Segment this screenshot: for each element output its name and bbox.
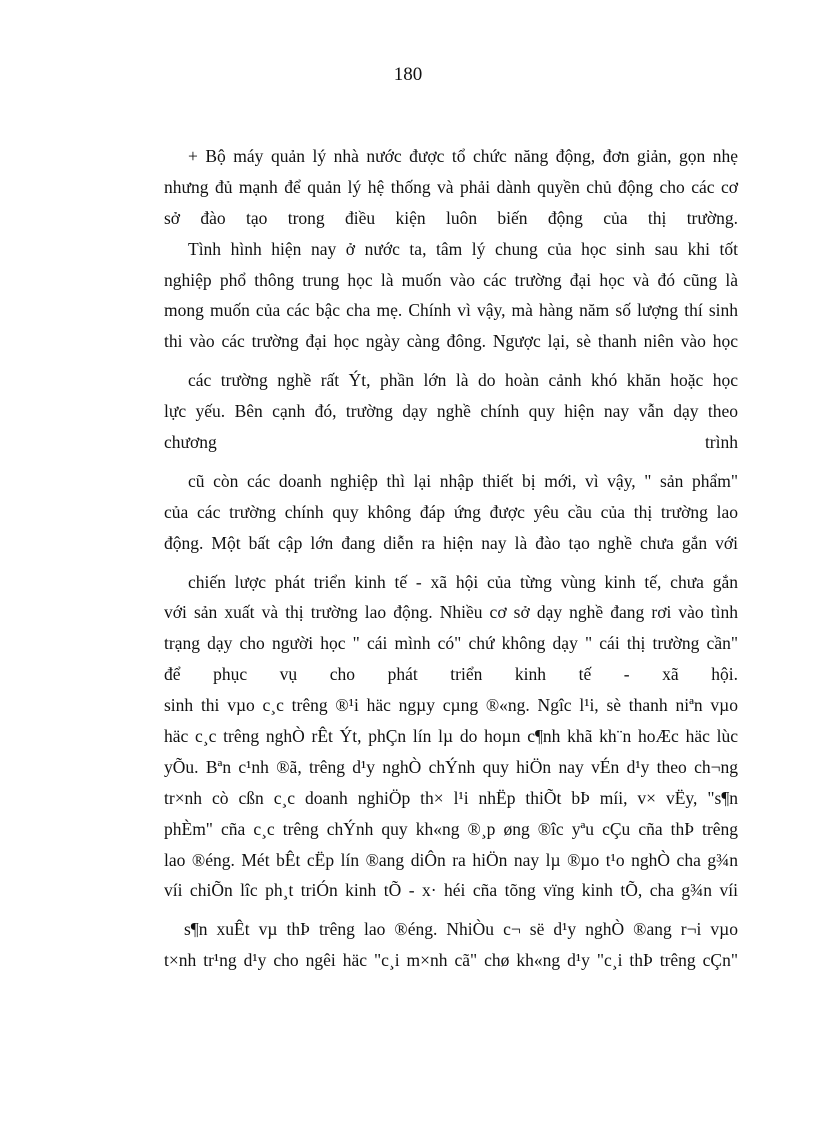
text-line: víi chiÕn lîc ph¸t triÓn kinh tÕ - x· héi cña tõng vïng kinh tÕ, cha g¾n víi (164, 880, 738, 901)
text-line: các trường nghề rất Ýt, phần lớn là do hoàn cảnh khó khăn hoặc học (188, 370, 738, 391)
text-line: thi vào các trường đại học ngày càng đông. Ngược lại, sè thanh niên vào học (164, 331, 738, 352)
text-line: + Bộ máy quản lý nhà nước được tổ chức năng động, đơn giản, gọn nhẹ (188, 146, 738, 166)
text-line: phÈm" cña c¸c trêng chÝnh quy kh«ng ®¸p øng ®îc yªu cÇu cña thÞ trêng (164, 818, 738, 839)
text-line: với sản xuất và thị trường lao động. Nhiều cơ sở dạy nghề đang rơi vào tình (164, 602, 738, 623)
text-line: để phục vụ cho phát triển kinh tế - xã hội. (164, 664, 738, 685)
text-line: nghiệp phổ thông trung học là muốn vào các trường đại học và đó cũng là (164, 269, 738, 290)
text-line: trạng dạy cho người học " cái mình có" chứ không dạy " cái thị trường cần" (164, 633, 738, 654)
text-line: chương trình (164, 432, 738, 453)
text-line: tr×nh cò cßn c¸c doanh nghiÖp th× l¹i nhËp thiÕt bÞ míi, v× vËy, "s¶n (164, 787, 738, 808)
text-line: sở đào tạo trong điều kiện luôn biến động của thị trường. (164, 207, 738, 228)
text-line: yÕu. Bªn c¹nh ®ã, trêng d¹y nghÒ chÝnh quy hiÖn nay vÉn d¹y theo ch¬ng (164, 756, 738, 777)
text-line: mong muốn của các bậc cha mẹ. Chính vì vậy, mà hàng năm số lượng thí sinh (164, 300, 738, 321)
text-line: häc c¸c trêng nghÒ rÊt Ýt, phÇn lín lµ do hoµn c¶nh khã kh¨n hoÆc häc lùc (164, 726, 738, 747)
text-line: s¶n xuÊt vµ thÞ trêng lao ®éng. NhiÒu c¬ së d¹y nghÒ ®ang r¬i vµo (184, 919, 738, 940)
text-line: của các trường chính quy không đáp ứng được yêu cầu của thị trường lao (164, 501, 738, 522)
text-line: cũ còn các doanh nghiệp thì lại nhập thiết bị mới, vì vậy, " sản phẩm" (188, 470, 738, 491)
text-line: t×nh tr¹ng d¹y cho ngêi häc "c¸i m×nh cã" chø kh«ng d¹y "c¸i thÞ trêng cÇn" (164, 950, 738, 971)
text-line: lực yếu. Bên cạnh đó, trường dạy nghề chính quy hiện nay vẫn dạy theo (164, 401, 738, 422)
text-line: nhưng đủ mạnh để quản lý hệ thống và phải dành quyền chủ động cho các cơ (164, 176, 738, 197)
text-line: động. Một bất cập lớn đang diễn ra hiện nay là đào tạo nghề chưa gắn với (164, 532, 738, 553)
text-line: chiến lược phát triển kinh tế - xã hội của từng vùng kinh tế, chưa gắn (188, 571, 738, 592)
text-line: Tình hình hiện nay ở nước ta, tâm lý chung của học sinh sau khi tốt (188, 238, 738, 259)
text-line: lao ®éng. Mét bÊt cËp lín ®ang diÔn ra hiÖn nay lµ ®µo t¹o nghÒ cha g¾n (164, 849, 738, 870)
text-line: sinh thi vµo c¸c trêng ®¹i häc ngµy cµng ®«ng. Ngîc l¹i, sè thanh niªn vµo (164, 695, 738, 716)
page-number: 180 (393, 64, 423, 85)
body-text (164, 141, 738, 976)
